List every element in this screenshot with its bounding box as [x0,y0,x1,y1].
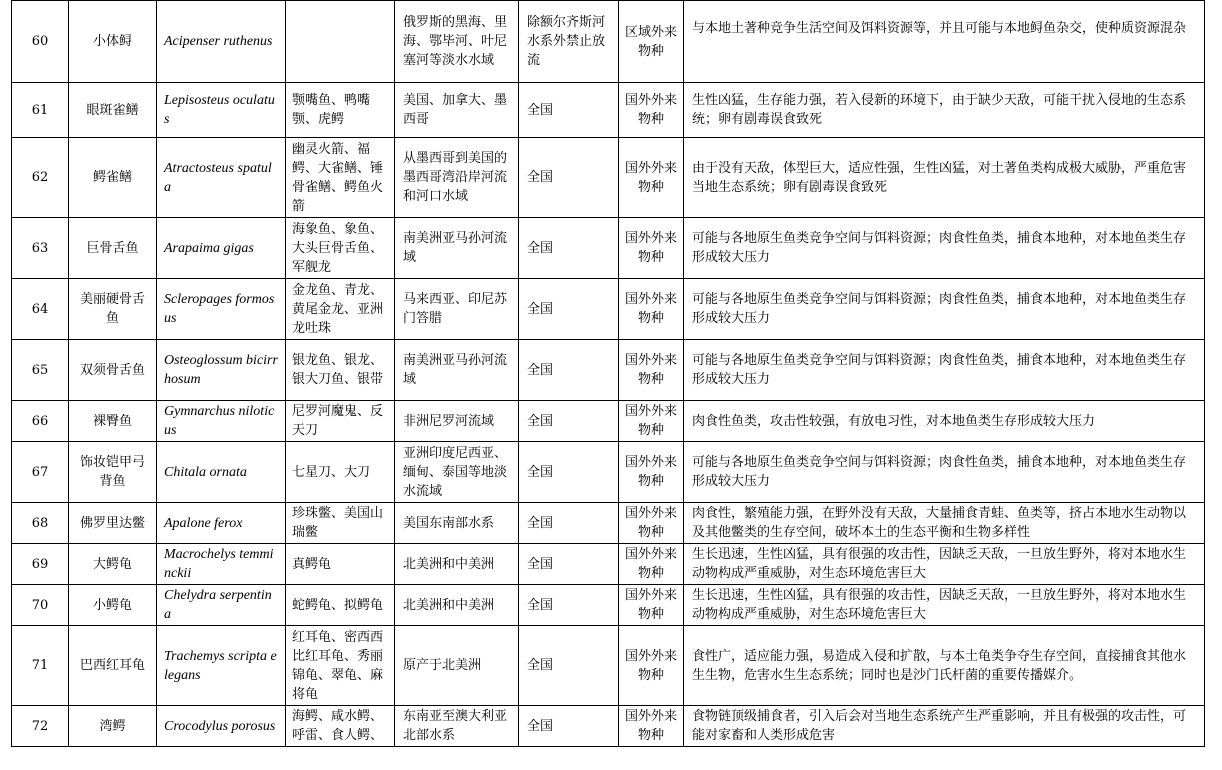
species-origin-type: 国外外来物种 [619,83,684,138]
species-scientific-name: Acipenser ruthenus [157,1,286,83]
native-distribution: 俄罗斯的黑海、里海、鄂毕河、叶尼塞河等淡水水域 [395,1,519,83]
species-scientific-name: Crocodylus porosus [157,706,286,747]
species-aliases: 蛇鳄龟、拟鳄龟 [286,585,395,626]
species-common-name: 眼斑雀鳝 [69,83,157,138]
species-scientific-name: Gymnarchus niloticus [157,401,286,442]
row-number: 72 [12,706,69,747]
species-aliases: 银龙鱼、银龙、银大刀鱼、银带 [286,340,395,401]
ecological-risk-description: 生性凶猛，生存能力强，若入侵新的环境下，由于缺少天敌，可能干扰入侵地的生态系统；卵有剧毒误食致死 [684,83,1205,138]
native-distribution: 美国东南部水系 [395,503,519,544]
release-restriction-scope: 全国 [519,340,619,401]
species-scientific-name: Scleropages formosus [157,279,286,340]
row-number: 62 [12,138,69,218]
row-number: 68 [12,503,69,544]
species-scientific-name: Macrochelys temminckii [157,544,286,585]
table-row [12,279,1205,340]
species-common-name: 饰妆铠甲弓背鱼 [69,442,157,503]
species-origin-type: 国外外来物种 [619,626,684,706]
species-common-name: 小体鲟 [69,1,157,83]
ecological-risk-description: 肉食性，繁殖能力强，在野外没有天敌，大量捕食青蛙、鱼类等，挤占本地水生动物以及其他鳖类的生存空间，破坏本土的生态平衡和生物多样性 [684,503,1205,544]
species-aliases: 海象鱼、象鱼、大头巨骨舌鱼、军舰龙 [286,218,395,279]
table-row [12,218,1205,279]
release-restriction-scope: 全国 [519,706,619,747]
release-restriction-scope: 全国 [519,626,619,706]
row-number: 67 [12,442,69,503]
row-number: 63 [12,218,69,279]
release-restriction-scope: 全国 [519,138,619,218]
native-distribution: 北美洲和中美洲 [395,544,519,585]
species-origin-type: 区域外来物种 [619,1,684,83]
release-restriction-scope: 全国 [519,83,619,138]
native-distribution: 南美洲亚马孙河流域 [395,218,519,279]
species-common-name: 鳄雀鳝 [69,138,157,218]
row-number: 64 [12,279,69,340]
species-scientific-name: Arapaima gigas [157,218,286,279]
native-distribution: 非洲尼罗河流域 [395,401,519,442]
release-restriction-scope: 全国 [519,503,619,544]
species-common-name: 巴西红耳龟 [69,626,157,706]
species-aliases [286,1,395,83]
species-aliases: 真鳄龟 [286,544,395,585]
row-number: 70 [12,585,69,626]
species-aliases: 海鳄、咸水鳄、呼雷、食人鳄、 [286,706,395,747]
species-origin-type: 国外外来物种 [619,442,684,503]
release-restriction-scope: 全国 [519,442,619,503]
ecological-risk-description: 肉食性鱼类，攻击性较强，有放电习性，对本地鱼类生存形成较大压力 [684,401,1205,442]
species-common-name: 小鳄龟 [69,585,157,626]
species-aliases: 红耳龟、密西西比红耳龟、秀丽锦龟、翠龟、麻将龟 [286,626,395,706]
species-scientific-name: Osteoglossum bicirrhosum [157,340,286,401]
native-distribution: 马来西亚、印尼苏门答腊 [395,279,519,340]
release-restriction-scope: 全国 [519,401,619,442]
native-distribution: 东南亚至澳大利亚北部水系 [395,706,519,747]
species-aliases: 颚嘴鱼、鸭嘴颚、虎鳄 [286,83,395,138]
row-number: 60 [12,1,69,83]
ecological-risk-description: 生长迅速，生性凶猛，具有很强的攻击性，因缺乏天敌，一旦放生野外，将对本地水生动物构成严重威胁，对生态环境危害巨大 [684,585,1205,626]
native-distribution: 南美洲亚马孙河流域 [395,340,519,401]
species-common-name: 湾鳄 [69,706,157,747]
ecological-risk-description: 生长迅速，生性凶猛，具有很强的攻击性，因缺乏天敌，一旦放生野外，将对本地水生动物构成严重威胁，对生态环境危害巨大 [684,544,1205,585]
ecological-risk-description: 可能与各地原生鱼类竞争空间与饵料资源；肉食性鱼类，捕食本地种，对本地鱼类生存形成较大压力 [684,279,1205,340]
species-scientific-name: Lepisosteus oculatus [157,83,286,138]
row-number: 61 [12,83,69,138]
table-row [12,706,1205,747]
species-scientific-name: Chelydra serpentina [157,585,286,626]
species-common-name: 巨骨舌鱼 [69,218,157,279]
species-origin-type: 国外外来物种 [619,218,684,279]
ecological-risk-description: 食性广，适应能力强，易造成入侵和扩散，与本土龟类争夺生存空间，直接捕食其他水生生物，危害水生生态系统；同时也是沙门氏杆菌的重要传播媒介。 [684,626,1205,706]
table-row [12,626,1205,706]
species-aliases: 珍珠鳖、美国山瑞鳖 [286,503,395,544]
table-row [12,340,1205,401]
ecological-risk-description: 可能与各地原生鱼类竞争空间与饵料资源；肉食性鱼类，捕食本地种，对本地鱼类生存形成较大压力 [684,442,1205,503]
ecological-risk-description: 由于没有天敌，体型巨大，适应性强，生性凶猛，对土著鱼类构成极大威胁，严重危害当地生态系统；卵有剧毒误食致死 [684,138,1205,218]
release-restriction-scope: 全国 [519,218,619,279]
species-origin-type: 国外外来物种 [619,138,684,218]
species-common-name: 裸臀鱼 [69,401,157,442]
release-restriction-scope: 全国 [519,585,619,626]
species-common-name: 大鳄龟 [69,544,157,585]
species-scientific-name: Atractosteus spatula [157,138,286,218]
table-row [12,442,1205,503]
species-scientific-name: Trachemys scripta elegans [157,626,286,706]
species-common-name: 佛罗里达鳖 [69,503,157,544]
table-row [12,585,1205,626]
species-scientific-name: Chitala ornata [157,442,286,503]
native-distribution: 北美洲和中美洲 [395,585,519,626]
release-restriction-scope: 全国 [519,544,619,585]
row-number: 66 [12,401,69,442]
species-scientific-name: Apalone ferox [157,503,286,544]
species-aliases: 幽灵火箭、福鳄、大雀鳝、锤骨雀鳝、鳄鱼火箭 [286,138,395,218]
table-row [12,401,1205,442]
species-aliases: 尼罗河魔鬼、反天刀 [286,401,395,442]
release-restriction-scope: 全国 [519,279,619,340]
table-row [12,83,1205,138]
species-common-name: 双须骨舌鱼 [69,340,157,401]
species-origin-type: 国外外来物种 [619,585,684,626]
species-aliases: 七星刀、大刀 [286,442,395,503]
ecological-risk-description: 可能与各地原生鱼类竞争空间与饵料资源；肉食性鱼类，捕食本地种，对本地鱼类生存形成较大压力 [684,218,1205,279]
species-origin-type: 国外外来物种 [619,706,684,747]
species-origin-type: 国外外来物种 [619,279,684,340]
species-origin-type: 国外外来物种 [619,340,684,401]
ecological-risk-description: 可能与各地原生鱼类竞争空间与饵料资源；肉食性鱼类，捕食本地种，对本地鱼类生存形成较大压力 [684,340,1205,401]
native-distribution: 美国、加拿大、墨西哥 [395,83,519,138]
ecological-risk-description: 食物链顶级捕食者，引入后会对当地生态系统产生严重影响，并且有极强的攻击性，可能对家畜和人类形成危害 [684,706,1205,747]
species-aliases: 金龙鱼、青龙、黄尾金龙、亚洲龙吐珠 [286,279,395,340]
native-distribution: 亚洲印度尼西亚、缅甸、泰国等地淡水流域 [395,442,519,503]
row-number: 71 [12,626,69,706]
row-number: 65 [12,340,69,401]
species-origin-type: 国外外来物种 [619,401,684,442]
release-restriction-scope: 除额尔齐斯河水系外禁止放流 [519,1,619,83]
species-common-name: 美丽硬骨舌鱼 [69,279,157,340]
table-row [12,138,1205,218]
invasive-species-table [11,0,1205,747]
species-origin-type: 国外外来物种 [619,503,684,544]
native-distribution: 原产于北美洲 [395,626,519,706]
table-body [12,1,1205,747]
species-origin-type: 国外外来物种 [619,544,684,585]
table-row [12,503,1205,544]
row-number: 69 [12,544,69,585]
species-table-page [11,0,1204,747]
table-row [12,1,1205,83]
native-distribution: 从墨西哥到美国的墨西哥湾沿岸河流和河口水域 [395,138,519,218]
table-row [12,544,1205,585]
ecological-risk-description: 与本地土著种竞争生活空间及饵料资源等，并且可能与本地鲟鱼杂交，使种质资源混杂 [684,1,1205,83]
